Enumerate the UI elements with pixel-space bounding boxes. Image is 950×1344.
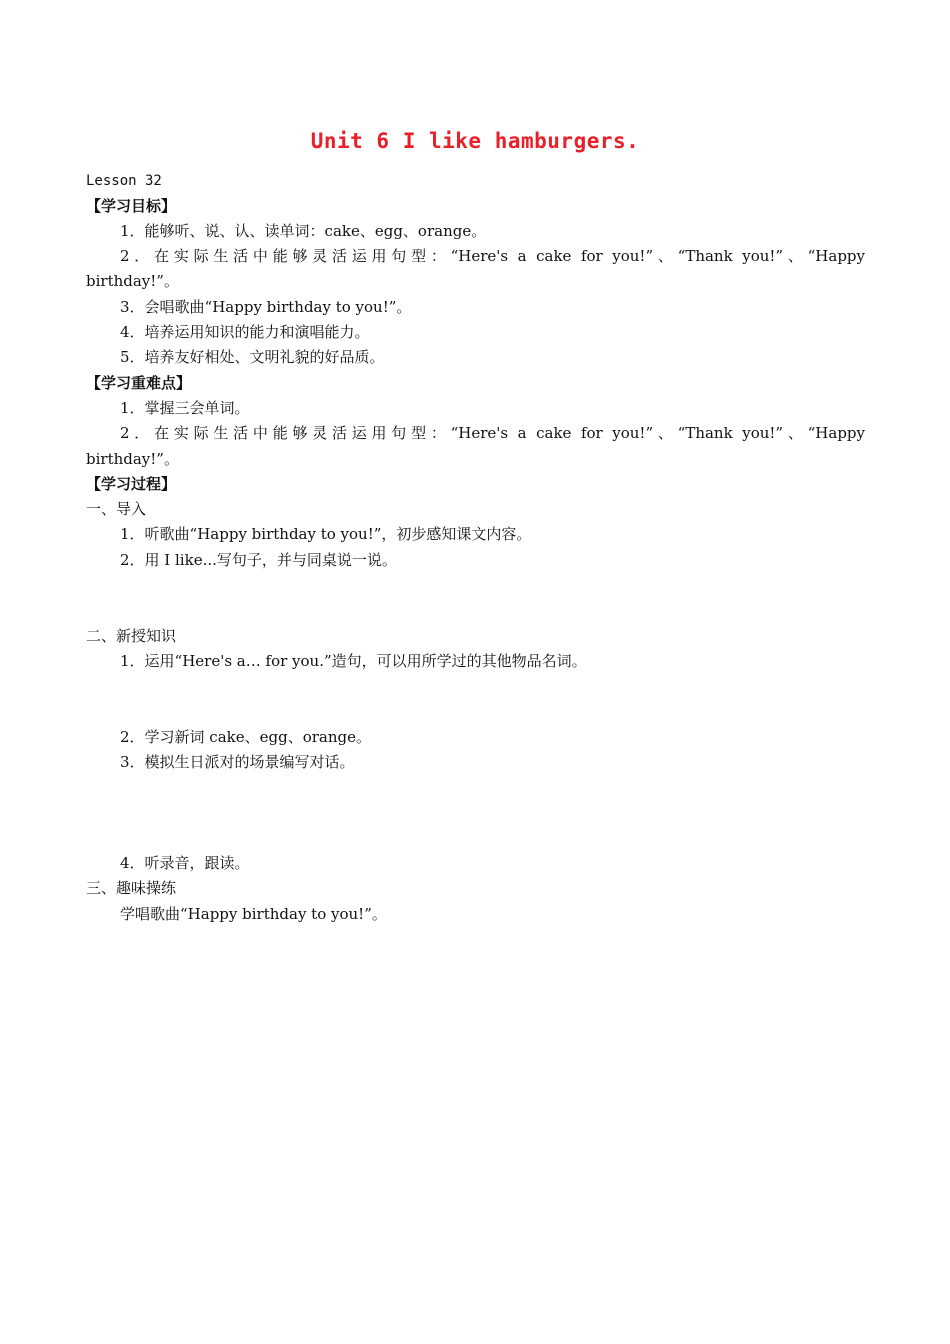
objective-item: 2．在实际生活中能够灵活运用句型：“Here's a cake for you!”、“Thank you!”、“Happy (120, 247, 865, 265)
key-point-item-continued: birthday!”。 (86, 450, 179, 468)
key-points-heading: 【学习重难点】 (86, 374, 192, 392)
part1-heading: 一、导入 (86, 500, 147, 518)
key-point-item: 1．掌握三会单词。 (120, 399, 250, 417)
process-heading: 【学习过程】 (86, 475, 177, 493)
objective-item: 4．培养运用知识的能力和演唱能力。 (120, 323, 370, 341)
part3-item: 学唱歌曲“Happy birthday to you!”。 (120, 905, 387, 923)
key-point-item: 2．在实际生活中能够灵活运用句型：“Here's a cake for you!”、“Thank you!”、“Happy (120, 424, 865, 442)
objective-item: 3．会唱歌曲“Happy birthday to you!”。 (120, 298, 412, 316)
objectives-heading: 【学习目标】 (86, 197, 177, 215)
part3-heading: 三、趣味操练 (86, 879, 177, 897)
objective-item: 1．能够听、说、认、读单词：cake、egg、orange。 (120, 222, 487, 240)
part2-item: 2．学习新词 cake、egg、orange。 (120, 728, 371, 746)
part2-item: 1．运用“Here's a… for you.”造句，可以用所学过的其他物品名词。 (120, 652, 587, 670)
part1-item: 2．用 I like...写句子，并与同桌说一说。 (120, 551, 397, 569)
page-title: Unit 6 I like hamburgers. (310, 129, 640, 153)
lesson-label: Lesson 32 (86, 173, 162, 189)
objective-item-continued: birthday!”。 (86, 272, 179, 290)
part2-item: 4．听录音，跟读。 (120, 854, 250, 872)
part1-item: 1．听歌曲“Happy birthday to you!”，初步感知课文内容。 (120, 525, 532, 543)
part2-heading: 二、新授知识 (86, 627, 177, 645)
objective-item: 5．培养友好相处、文明礼貌的好品质。 (120, 348, 385, 366)
part2-item: 3．模拟生日派对的场景编写对话。 (120, 753, 355, 771)
